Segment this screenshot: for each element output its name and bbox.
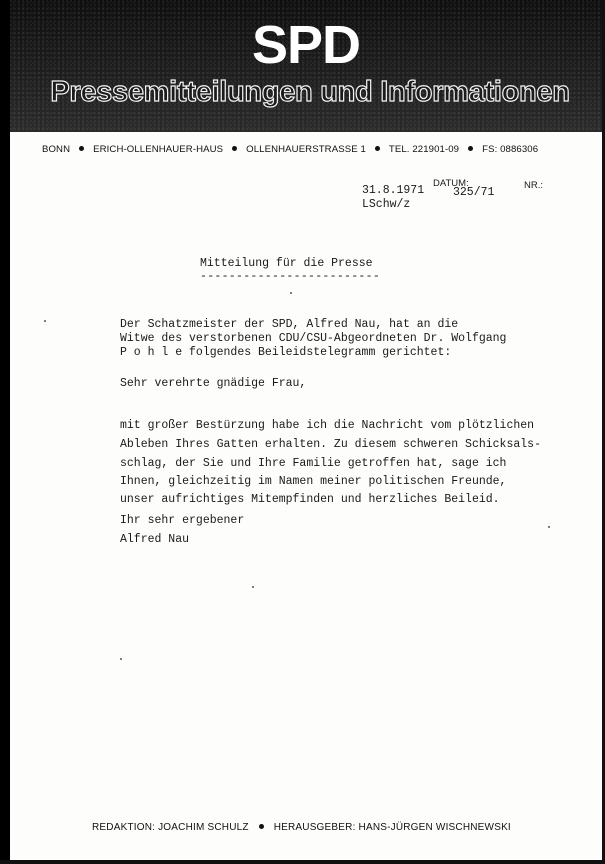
reference-code: LSchw/z	[362, 198, 411, 211]
intro-line: Witwe des verstorbenen CDU/CSU-Abgeordneten Dr. Wolfgang	[120, 332, 507, 345]
bullet-separator	[259, 824, 264, 829]
number-label: NR.:	[524, 180, 543, 191]
intro-line: P o h l e folgendes Beileidstelegramm gerichtet:	[120, 346, 452, 359]
address-city: BONN	[42, 144, 71, 155]
scan-speck	[44, 320, 46, 322]
date-label: DATUM:	[433, 178, 469, 189]
salutation: Sehr verehrte gnädige Frau,	[120, 377, 307, 390]
document-heading: Mitteilung für die Presse	[200, 257, 373, 270]
scan-speck	[548, 526, 550, 528]
address-phone: TEL. 221901-09	[388, 144, 460, 155]
heading-rule: -------------------------	[200, 270, 381, 283]
scan-speck	[290, 292, 292, 294]
message-line: unser aufrichtiges Mitempfinden und herzliches Beileid.	[120, 493, 500, 506]
masthead-subtitle: Pressemitteilungen und Informationen	[50, 76, 570, 108]
message-line: schlag, der Sie und Ihre Familie getroffen hat, sage ich	[120, 457, 507, 470]
bullet-separator	[468, 146, 473, 151]
bullet-separator	[232, 146, 237, 151]
address-street: OLLENHAUERSTRASSE 1	[246, 144, 366, 155]
release-date: 31.8.1971	[362, 184, 425, 197]
scan-speck	[252, 586, 254, 588]
spd-logo: SPD	[251, 15, 361, 75]
address-line	[42, 144, 582, 155]
signature-name: Alfred Nau	[120, 533, 190, 546]
address-building: ERICH-OLLENHAUER-HAUS	[93, 144, 224, 155]
footer-publisher: HERAUSGEBER: HANS-JÜRGEN WISCHNEWSKI	[273, 822, 511, 833]
closing: Ihr sehr ergebener	[120, 514, 245, 527]
release-number: 325/71	[453, 186, 495, 199]
message-line: Ihnen, gleichzeitig im Namen meiner politischen Freunde,	[120, 475, 507, 488]
footer	[92, 822, 511, 833]
scan-edge-bottom	[0, 860, 605, 864]
address-telex: FS: 0886306	[482, 144, 539, 155]
footer-editor: REDAKTION: JOACHIM SCHULZ	[92, 822, 249, 833]
masthead	[10, 0, 602, 132]
intro-line: Der Schatzmeister der SPD, Alfred Nau, hat an die	[120, 318, 459, 331]
bullet-separator	[375, 146, 380, 151]
scan-edge-left	[0, 0, 10, 864]
message-line: mit großer Bestürzung habe ich die Nachricht vom plötzlichen	[120, 419, 535, 432]
bullet-separator	[79, 146, 84, 151]
message-line: Ableben Ihres Gatten erhalten. Zu diesem schweren Schicksals-	[120, 438, 541, 451]
scan-speck	[120, 658, 122, 660]
